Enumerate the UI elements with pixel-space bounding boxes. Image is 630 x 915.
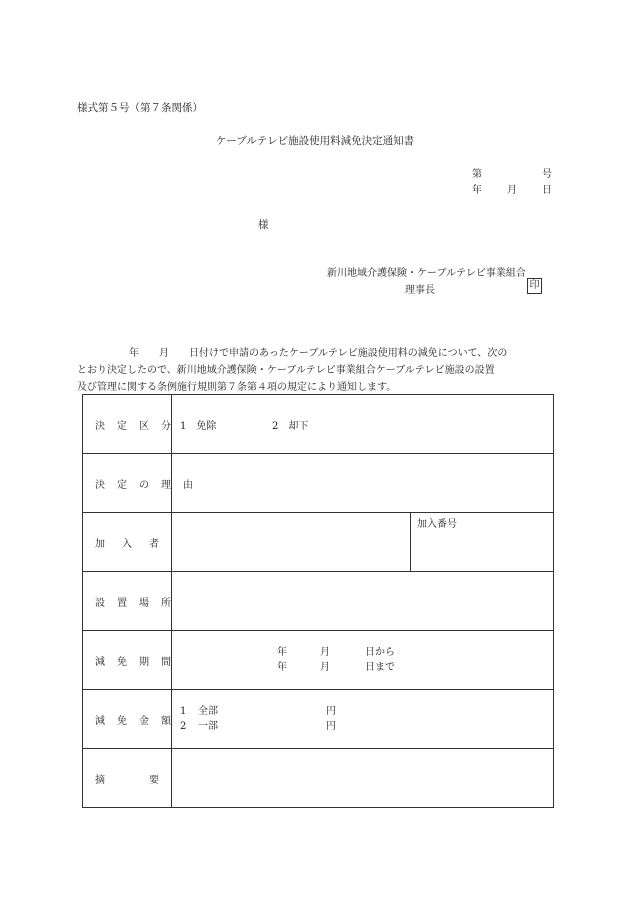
seal-mark: 印 (527, 278, 542, 294)
amount-partial (180, 719, 553, 734)
label-location (83, 572, 172, 631)
label-char: 区 (139, 420, 149, 432)
label-char: 定 (117, 479, 127, 491)
label-char: 間 (161, 656, 171, 668)
label-char: 期 (139, 656, 149, 668)
label-char: 減 (95, 656, 105, 668)
label-decision-type (83, 395, 172, 454)
label-char: 額 (161, 715, 171, 727)
recipient-honorific: 様 (258, 219, 269, 231)
label-char: 設 (95, 597, 105, 609)
issue-date-month: 月 (507, 185, 517, 196)
amount-partial-label: 一部 (198, 721, 218, 732)
amount-partial-unit: 円 (326, 721, 336, 732)
row-subscriber (83, 513, 554, 572)
period-from (277, 645, 553, 660)
reference-number-block (472, 167, 552, 199)
label-char: の (139, 479, 149, 491)
issue-date-day: 日 (542, 185, 552, 196)
amount-full-unit: 円 (326, 706, 336, 717)
label-char: 置 (117, 597, 127, 609)
label-char: 分 (161, 420, 171, 432)
amount-full-number: 1 (180, 706, 187, 717)
period-from-year: 年 (277, 647, 287, 658)
reference-number-suffix: 号 (542, 169, 552, 180)
label-char: 加 (95, 538, 105, 550)
row-amount (83, 690, 554, 749)
label-amount (83, 690, 172, 749)
reference-number-prefix: 第 (472, 169, 482, 180)
period-from-month: 月 (320, 647, 330, 658)
row-period (83, 631, 554, 690)
label-char: 由 (183, 479, 193, 491)
value-amount[interactable] (172, 690, 554, 749)
label-reason (83, 454, 193, 513)
period-to-day: 日まで (365, 662, 395, 673)
issuer-title: 理事長 (405, 285, 435, 296)
decision-table (82, 394, 554, 808)
document-title: ケーブルテレビ施設使用料減免決定通知書 (215, 135, 415, 147)
label-char: 決 (95, 479, 105, 491)
label-char: 要 (149, 774, 159, 786)
form-number: 様式第５号（第７条関係） (77, 102, 203, 114)
value-period[interactable] (172, 631, 554, 690)
label-char: 定 (117, 420, 127, 432)
label-char: 者 (149, 538, 159, 550)
row-summary (83, 749, 554, 808)
label-char: 摘 (95, 774, 105, 786)
period-to-month: 月 (320, 662, 330, 673)
label-char: 所 (161, 597, 171, 609)
issue-date-row (472, 183, 552, 199)
row-decision-type (83, 395, 554, 454)
option-rejected[interactable]: 2 却下 (272, 420, 309, 432)
notice-body-line-3: 及び管理に関する条例施行規則第７条第４項の規定により通知します。 (77, 382, 397, 393)
label-char: 理 (161, 479, 171, 491)
value-subscriber[interactable] (172, 513, 411, 572)
amount-partial-number: 2 (180, 721, 187, 732)
option-exempt[interactable]: 1 免除 (180, 420, 217, 432)
label-summary (83, 749, 172, 808)
value-decision-type[interactable] (172, 395, 554, 454)
label-char: 入 (122, 538, 132, 550)
subscriber-number-cell[interactable] (411, 513, 554, 572)
notice-body-line-2: とおり決定したので、新川地域介護保険・ケーブルテレビ事業組合ケーブルテレビ施設の設置 (77, 365, 495, 376)
amount-full (180, 704, 553, 719)
value-summary[interactable] (172, 749, 554, 808)
label-char: 決 (95, 420, 105, 432)
period-to (277, 660, 553, 675)
label-char: 金 (139, 715, 149, 727)
reference-number-row (472, 167, 552, 183)
period-from-day: 日から (365, 647, 395, 658)
label-subscriber (83, 513, 172, 572)
label-period (83, 631, 172, 690)
row-location (83, 572, 554, 631)
notice-body (77, 345, 557, 396)
subscriber-number-label: 加入番号 (417, 519, 457, 530)
row-reason (83, 454, 554, 513)
value-reason[interactable] (172, 454, 554, 513)
value-location[interactable] (172, 572, 554, 631)
label-char: 免 (117, 715, 127, 727)
label-char: 場 (139, 597, 149, 609)
period-to-year: 年 (277, 662, 287, 673)
label-char: 減 (95, 715, 105, 727)
issue-date-year: 年 (472, 185, 482, 196)
label-char: 免 (117, 656, 127, 668)
amount-full-label: 全部 (198, 706, 218, 717)
issuer-organization: 新川地域介護保険・ケーブルテレビ事業組合 (327, 268, 526, 279)
notice-body-line-1: 年 月 日付けで申請のあったケーブルテレビ施設使用料の減免について、次の (129, 348, 508, 359)
